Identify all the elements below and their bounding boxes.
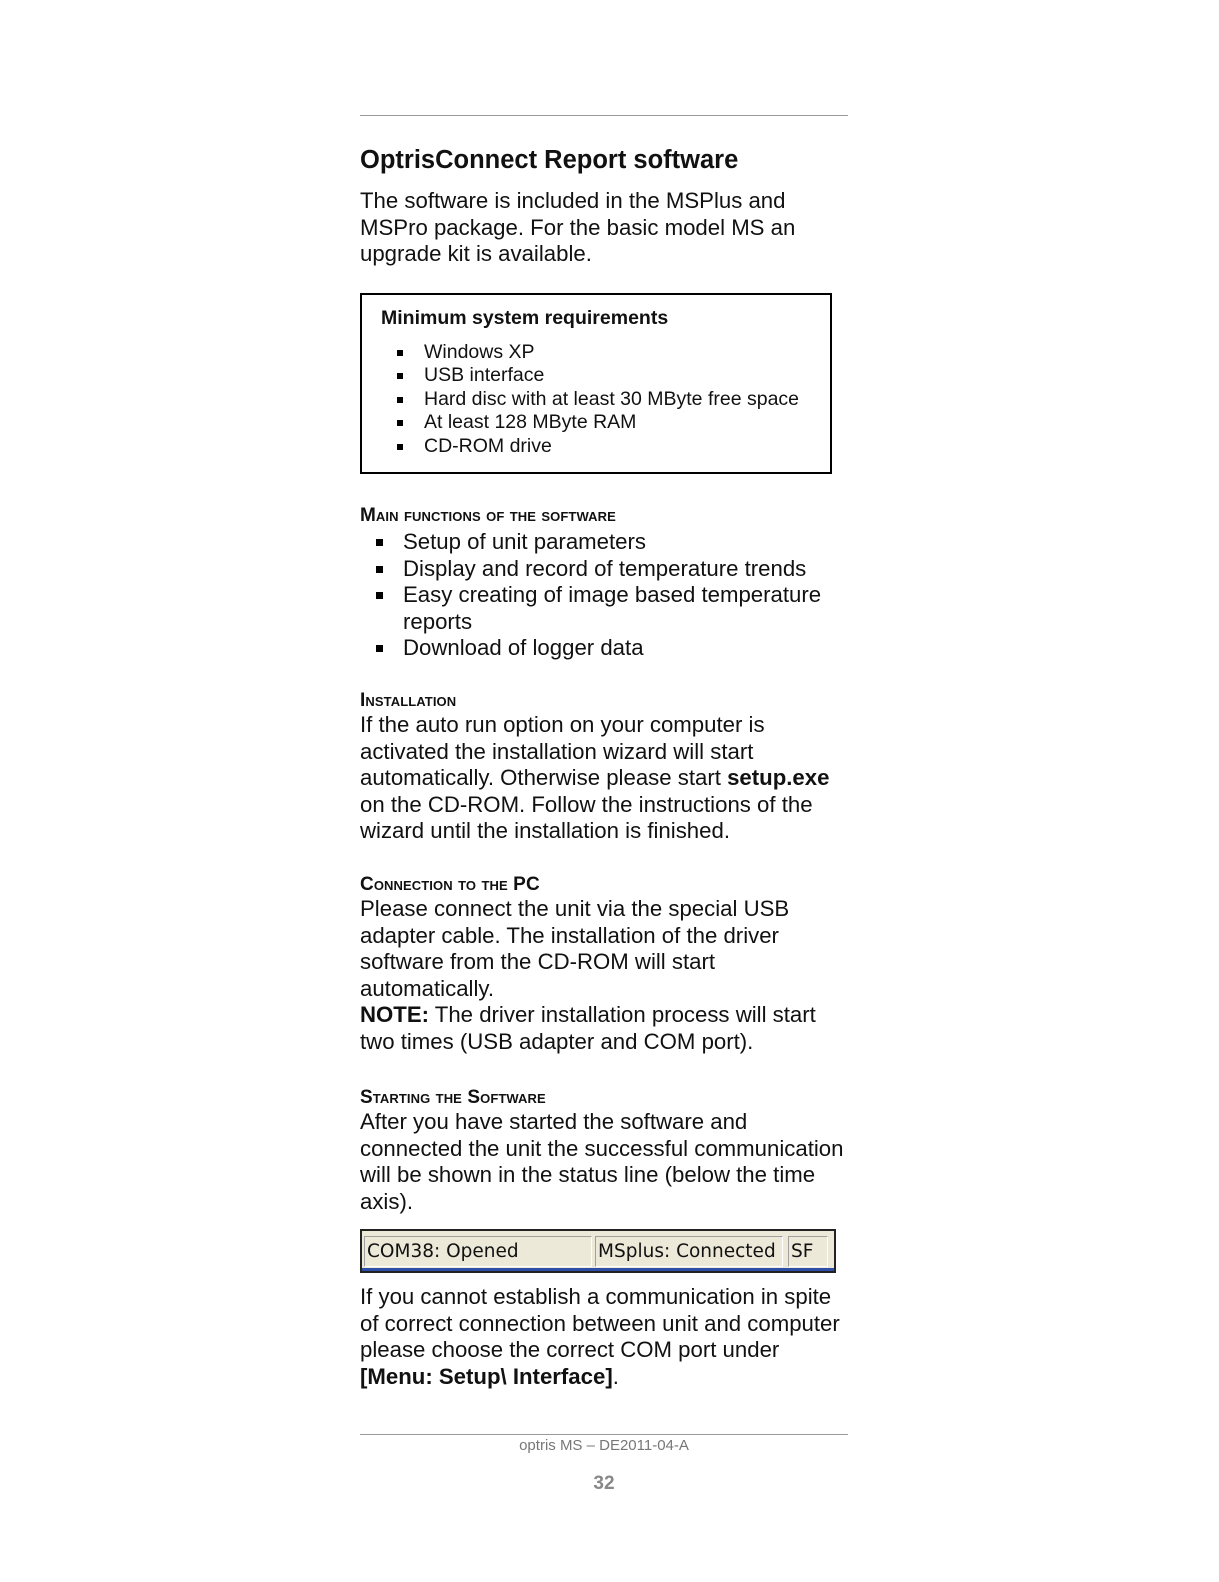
note-label: NOTE: (360, 1002, 430, 1027)
installation-text-before: If the auto run option on your computer is activated the installation wizard will start automatically. Otherwise please start (360, 712, 765, 790)
requirements-box (360, 293, 832, 474)
menu-path: [Menu: Setup\ Interface] (360, 1363, 613, 1389)
closing-text-after: . (612, 1363, 619, 1389)
footer-text: optris MS – DE2011-04-A (519, 1437, 689, 1454)
closing-paragraph (360, 1284, 848, 1390)
installation-paragraph (360, 712, 848, 845)
connection-note (360, 1002, 848, 1055)
status-bar-bottom-line (362, 1268, 834, 1271)
closing-section (360, 1284, 848, 1390)
installation-text-after: on the CD-ROM. Follow the instructions of the wizard until the installation is finished. (360, 791, 813, 843)
function-item: Easy creating of image based temperature reports (360, 582, 833, 635)
page-number: 32 (593, 1473, 615, 1494)
footer-rule (360, 1434, 848, 1435)
requirement-item: At least 128 MByte RAM (395, 411, 799, 434)
note-text: The driver installation process will start two times (USB adapter and COM port). (360, 1002, 816, 1054)
page-title: OptrisConnect Report software (360, 146, 739, 174)
main-functions-list (360, 529, 848, 662)
requirement-item: CD-ROM drive (395, 435, 799, 458)
function-item: Setup of unit parameters (360, 529, 833, 556)
connection-heading: Connection to the PC (360, 874, 540, 895)
status-device-connection: MSplus: Connected (595, 1236, 783, 1267)
requirements-title: Minimum system requirements (381, 307, 669, 329)
starting-heading: Starting the Software (360, 1087, 546, 1108)
connection-paragraph: Please connect the unit via the special USB adapter cable. The installation of the driver software from the CD-ROM will start automatically. (360, 896, 790, 1001)
requirements-list (395, 341, 799, 458)
requirement-item: Windows XP (395, 341, 799, 364)
installation-heading: Installation (360, 690, 457, 711)
status-bar-screenshot (360, 1229, 836, 1273)
starting-paragraph: After you have started the software and connected the unit the successful communication will be shown in the status line (below the time axis). (360, 1109, 844, 1214)
requirement-item: USB interface (395, 364, 799, 387)
status-sf: SF (788, 1236, 828, 1267)
closing-text-before: If you cannot establish a communication in spite of correct connection between unit and computer please choose the correct COM port under (360, 1284, 840, 1362)
header-rule (360, 115, 848, 116)
setup-exe-filename: setup.exe (727, 765, 830, 790)
main-functions-heading: Main functions of the software (360, 505, 616, 526)
installation-section (360, 690, 848, 845)
intro-paragraph: The software is included in the MSPlus and MSPro package. For the basic model MS an upgrade kit is available. (360, 188, 796, 266)
connection-section (360, 874, 848, 1055)
requirement-item: Hard disc with at least 30 MByte free space (395, 388, 799, 411)
starting-section (360, 1087, 848, 1215)
function-item: Display and record of temperature trends (360, 556, 833, 583)
main-functions-section (360, 505, 848, 662)
status-com-port: COM38: Opened (364, 1236, 592, 1267)
function-item: Download of logger data (360, 635, 833, 662)
